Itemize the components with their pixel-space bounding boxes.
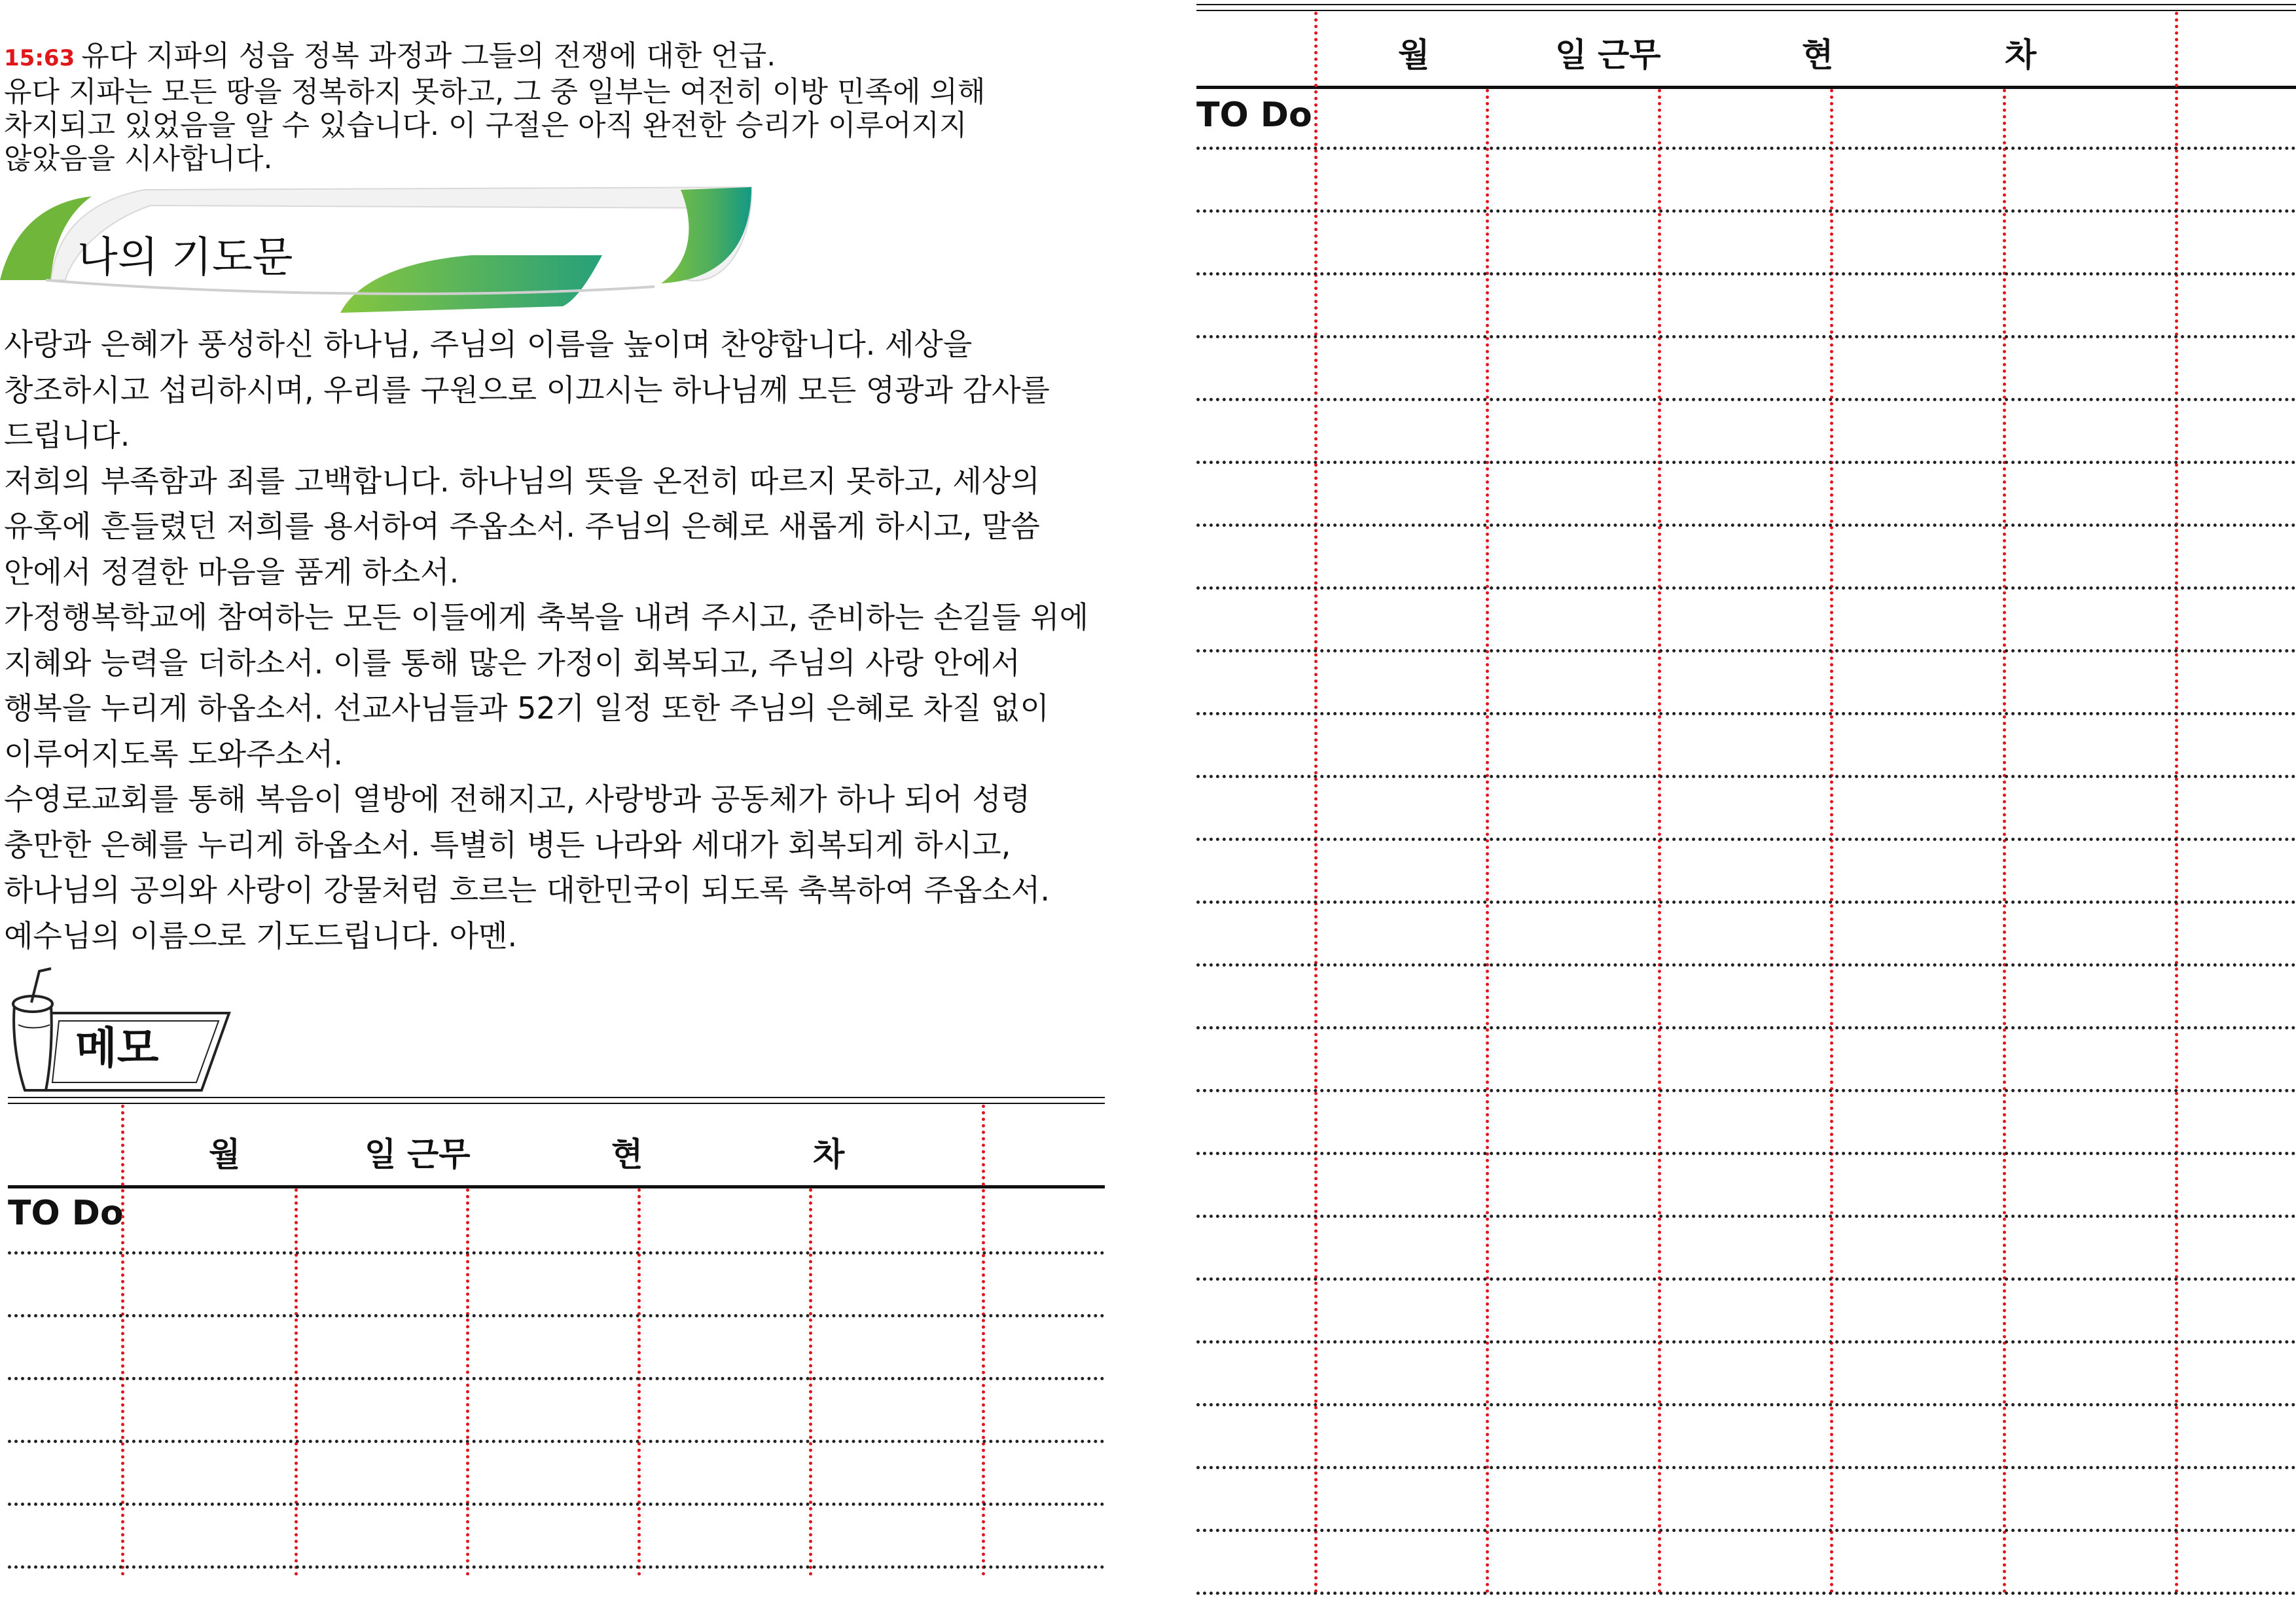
prayer-line: 안에서 정결한 마음을 품게 하소서. [4,554,459,590]
verse-note-title: 유다 지파의 성읍 정복 과정과 그들의 전쟁에 대한 언급. [81,39,776,73]
memo-title: 메모 [75,1023,159,1073]
header-day: 일 [1555,36,1587,74]
prayer-line: 유혹에 흔들렸던 저희를 용서하여 주옵소서. 주님의 은혜로 새롭게 하시고, 말씀 [4,508,1040,544]
verse-note-line: 유다 지파는 모든 땅을 정복하지 못하고, 그 중 일부는 여전히 이방 민족에 의해 [4,75,986,109]
verse-note-title-line [4,39,1077,75]
row-rule [1196,209,2296,213]
table-top-rule [8,1097,1105,1098]
header-day: 일 [365,1135,397,1173]
header-current: 현 [1802,36,1834,74]
prayer-line: 수영로교회를 통해 복음이 열방에 전해지고, 사랑방과 공동체가 하나 되어 성령 [4,781,1031,817]
column-divider [1486,89,1489,1594]
row-rule [1196,1026,2296,1029]
row-rule [1196,461,2296,464]
prayer-line: 사랑과 은혜가 풍성하신 하나님, 주님의 이름을 높이며 찬양합니다. 세상을 [4,327,973,362]
prayer-line: 행복을 누리게 하옵소서. 선교사님들과 52기 일정 또한 주님의 은혜로 차질 없이 [4,690,1049,726]
column-divider [1830,89,1833,1594]
row-rule [1196,1152,2296,1155]
row-rule [8,1377,1105,1380]
memo-cup-body [14,1005,52,1090]
row-rule [1196,524,2296,527]
table-top-rule [8,1103,1105,1104]
header-work: 근무 [407,1135,471,1173]
row-rule [1196,586,2296,590]
prayer-line: 이루어지도록 도와주소서. [4,736,344,772]
todo-label: TO Do [1196,96,1312,135]
todo-label: TO Do [8,1194,124,1233]
header-month: 월 [1398,36,1430,74]
prayer-text [4,322,1110,959]
row-rule [1196,1529,2296,1532]
row-rule [8,1440,1105,1443]
prayer-heading: 나의 기도문 [77,234,293,282]
column-divider [637,1188,641,1576]
row-rule [1196,901,2296,904]
right-page [1191,0,2296,1623]
left-page [0,0,1113,1623]
banner-bottom-swoosh [340,255,602,313]
prayer-line: 하나님의 공의와 사랑이 강물처럼 흐르는 대한민국이 되도록 축복하여 주옵소서. [4,872,1050,908]
table-header-rule [8,1185,1105,1188]
header-month: 월 [209,1135,241,1173]
row-rule [1196,1089,2296,1092]
row-rule [1196,1466,2296,1469]
prayer-line: 예수님의 이름으로 기도드립니다. 아멘. [4,918,518,954]
row-rule [1196,1277,2296,1281]
row-rule [1196,335,2296,338]
row-rule [1196,1403,2296,1406]
row-rule [1196,963,2296,967]
prayer-line: 지혜와 능력을 더하소서. 이를 통해 많은 가정이 회복되고, 주님의 사랑 안에서 [4,645,1020,681]
column-divider [295,1188,298,1576]
row-rule [1196,649,2296,652]
header-current: 현 [611,1135,643,1173]
column-divider [2003,89,2006,1594]
row-rule [1196,712,2296,715]
column-divider [809,1188,812,1576]
verse-reference: 15:63 [4,45,75,71]
header-order: 차 [813,1135,845,1173]
header-order: 차 [2005,36,2037,74]
header-work: 근무 [1598,36,1661,74]
column-divider [2175,12,2178,1594]
prayer-line: 드립니다. [4,418,130,453]
row-rule [1196,838,2296,841]
prayer-line: 충만한 은혜를 누리게 하옵소서. 특별히 병든 나라와 세대가 회복되게 하시고, [4,827,1011,863]
prayer-line: 가정행복학교에 참여하는 모든 이들에게 축복을 내려 주시고, 준비하는 손길들 위에 [4,599,1089,635]
prayer-line: 저희의 부족함과 죄를 고백합니다. 하나님의 뜻을 온전히 따르지 못하고, 세상의 [4,463,1040,499]
row-rule [1196,1340,2296,1344]
table-top-rule [1196,4,2296,5]
prayer-line: 창조하시고 섭리하시며, 우리를 구원으로 이끄시는 하나님께 모든 영광과 감사를 [4,372,1050,408]
row-rule [8,1251,1105,1255]
row-rule [8,1314,1105,1317]
table-top-rule [1196,10,2296,11]
column-divider [1658,89,1661,1594]
row-rule [1196,272,2296,276]
verse-note-line: 않았음을 시사합니다. [4,142,273,175]
verse-note-line: 차지되고 있었음을 알 수 있습니다. 이 구절은 아직 완전한 승리가 이루어지지 [4,109,967,142]
column-divider [1314,12,1318,1594]
row-rule [1196,147,2296,150]
row-rule [1196,1592,2296,1595]
column-divider [466,1188,469,1576]
planner-table-right [1196,4,2296,1601]
verse-note [4,39,1077,175]
table-header-rule [1196,86,2296,89]
row-rule [8,1503,1105,1506]
row-rule [1196,775,2296,778]
planner-table-left [8,1097,1105,1576]
row-rule [8,1565,1105,1569]
row-rule [1196,1215,2296,1218]
row-rule [1196,398,2296,401]
